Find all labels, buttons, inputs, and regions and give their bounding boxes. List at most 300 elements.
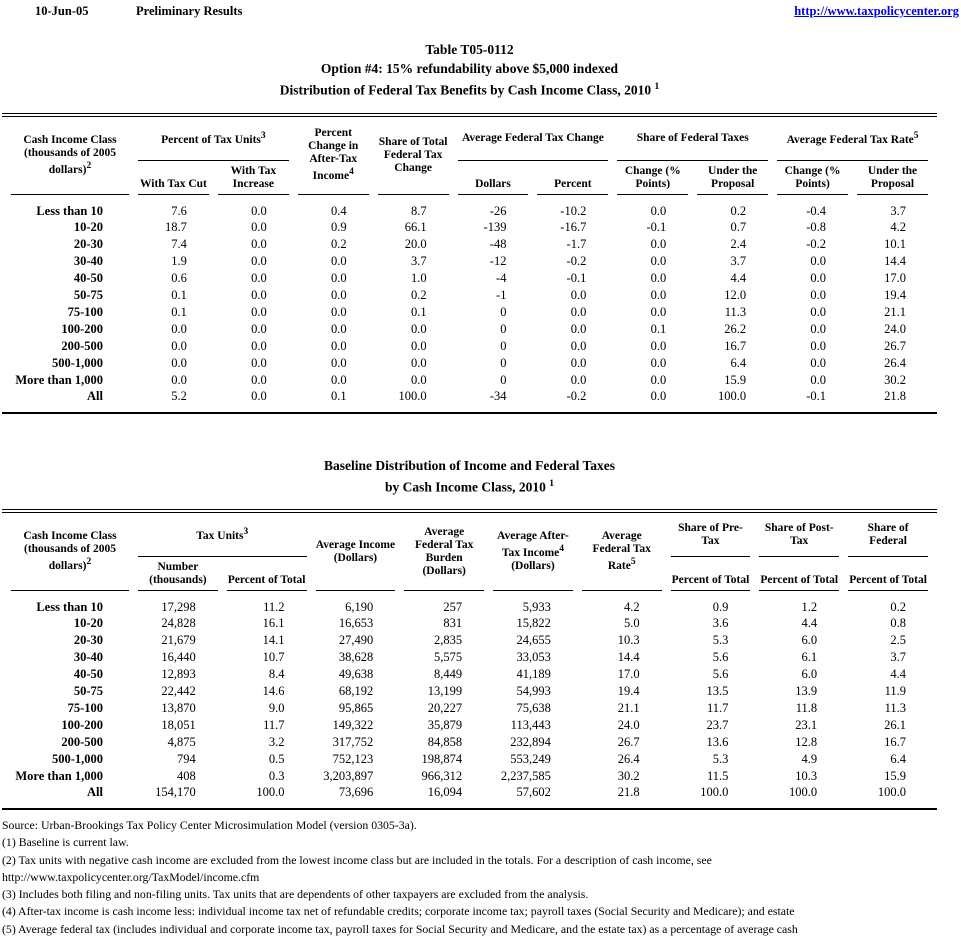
cell-value: 0.0: [171, 338, 187, 353]
col-header-with-tax-cut: With Tax Cut: [138, 161, 209, 195]
row-label: 100-200: [61, 321, 103, 336]
cell-value: 57,602: [516, 785, 551, 799]
cell-value: 54,993: [516, 684, 551, 698]
cell-value: 20,227: [427, 701, 463, 715]
cell-value: 95,865: [338, 701, 374, 715]
cell-value: 5,933: [522, 600, 551, 614]
benefits-table-header: [11, 117, 928, 195]
col-header-share-of-total-federal-tax-change: Share of Total Federal Tax Change: [378, 117, 449, 195]
row-label: 30-40: [73, 253, 103, 268]
cell-value: 0.0: [650, 355, 667, 370]
baseline-title: Baseline Distribution of Income and Federal Taxes: [323, 457, 615, 473]
cell-value: 41,189: [516, 667, 551, 681]
row-label: More than 1,000: [15, 372, 103, 387]
col-group-share-of-federal-taxes: Share of Federal Taxes: [617, 117, 768, 161]
cell-value: 21.1: [617, 701, 640, 715]
col-header-rate-change-points: Change (% Points): [777, 161, 848, 195]
cell-value: 16,440: [161, 650, 196, 664]
cell-value: 0.0: [410, 338, 427, 353]
cell-value: 33,053: [516, 650, 551, 664]
cell-value: 0.2: [890, 600, 906, 614]
cell-value: 3.7: [890, 650, 906, 664]
cell-value: 21,679: [161, 633, 196, 647]
cell-value: 4.4: [801, 616, 818, 630]
cell-value: 1.2: [801, 600, 818, 614]
cell-value: 3.7: [730, 253, 747, 268]
cell-value: 17.0: [617, 667, 640, 681]
cell-value: 100.0: [789, 785, 818, 799]
cell-value: 26.7: [884, 338, 906, 353]
cell-value: 5.0: [623, 616, 640, 630]
cell-value: 7.4: [171, 236, 187, 251]
table-row: [11, 717, 928, 734]
table-row: [11, 304, 928, 321]
cell-value: 26.1: [884, 718, 906, 732]
cell-value: 5.3: [712, 752, 729, 766]
row-label: 50-75: [73, 684, 103, 698]
baseline-table-body: [11, 591, 928, 808]
cell-value: 0.0: [251, 203, 267, 218]
table-row: [11, 768, 928, 785]
table-row: [11, 236, 928, 253]
row-label: 75-100: [67, 701, 103, 715]
cell-value: 0.3: [268, 769, 285, 783]
col-header-average-after-tax-income: Average After-Tax Income$^4$ (Dollars): [493, 513, 573, 591]
cell-value: 0: [500, 355, 507, 370]
cell-value: 0.0: [650, 236, 667, 251]
cell-value: 6.4: [890, 752, 906, 766]
cell-value: 19.4: [617, 684, 640, 698]
cell-value: 21.8: [884, 388, 906, 403]
cell-value: 18,051: [161, 718, 196, 732]
cell-value: 14.6: [262, 684, 285, 698]
cell-value: 752,123: [332, 752, 374, 766]
cell-value: 14.4: [617, 650, 640, 664]
cell-value: 4.4: [730, 270, 747, 285]
cell-value: 84,858: [427, 735, 463, 749]
cell-value: 0.0: [810, 270, 827, 285]
cell-value: 11.8: [795, 701, 818, 715]
cell-value: 0.0: [650, 287, 667, 302]
cell-value: 3.7: [890, 203, 906, 218]
cell-value: 17.0: [884, 270, 906, 285]
cell-value: 0.0: [570, 321, 587, 336]
cell-value: 4.2: [623, 600, 640, 614]
table-row: [11, 355, 928, 372]
cell-value: 12,893: [161, 667, 196, 681]
cell-value: 13.9: [795, 684, 818, 698]
cell-value: 16.7: [884, 735, 906, 749]
cell-value: 0.0: [251, 338, 267, 353]
cell-value: 35,879: [427, 718, 463, 732]
footnote-1: (1) Baseline is current law.: [2, 835, 129, 850]
cell-value: 26.2: [724, 321, 747, 336]
cell-value: 5.6: [712, 667, 729, 681]
row-label: More than 1,000: [15, 769, 103, 783]
cell-value: 6,190: [345, 600, 374, 614]
cell-value: -10.2: [560, 203, 587, 218]
col-header-rate-under-proposal: Under the Proposal: [857, 161, 928, 195]
cell-value: 0.0: [251, 372, 267, 387]
table-row: [11, 734, 928, 751]
cell-value: 0.0: [810, 355, 827, 370]
col-header-number-thousands: Number (thousands): [138, 557, 218, 591]
row-label: 10-20: [73, 616, 103, 630]
table-row: [11, 195, 928, 219]
cell-value: 73,696: [338, 785, 374, 799]
cell-value: 0.0: [171, 372, 187, 387]
cell-value: 198,874: [421, 752, 463, 766]
cell-value: 0.0: [810, 372, 827, 387]
cell-value: 100.0: [700, 785, 729, 799]
cell-value: 0.0: [251, 388, 267, 403]
row-label: 50-75: [73, 287, 103, 302]
cell-value: 0.0: [570, 355, 587, 370]
cell-value: 0.6: [171, 270, 187, 285]
col-header-with-tax-increase: With Tax Increase: [218, 161, 289, 195]
cell-value: 5,575: [433, 650, 463, 664]
col-group-share-of-post-tax: Share of Post-Tax: [759, 513, 839, 557]
col-group-share-of-federal: Share of Federal: [848, 513, 928, 557]
cell-value: 0.0: [810, 338, 827, 353]
cell-value: 11.7: [706, 701, 729, 715]
row-label: 20-30: [73, 236, 103, 251]
cell-value: 14.1: [262, 633, 285, 647]
footnote-3: (3) Includes both filing and non-filing units. Tax units that are dependents of other taxpayers are excluded from the analysis.: [2, 887, 589, 902]
cell-value: 23.1: [795, 718, 818, 732]
cell-value: 5.6: [712, 650, 729, 664]
col-group-average-federal-tax-rate: Average Federal Tax Rate$^5$: [777, 117, 928, 161]
table-row: [11, 591, 928, 615]
cell-value: 6.0: [801, 633, 818, 647]
footnotes: [2, 817, 959, 938]
cell-value: 8.4: [268, 667, 285, 681]
table-row: [11, 338, 928, 355]
baseline-subtitle: by Cash Income Class, 2010 $^1$: [384, 478, 555, 494]
cell-value: -0.1: [806, 388, 827, 403]
col-header-average-federal-tax-rate: Average Federal Tax Rate$^5$: [582, 513, 662, 591]
cell-value: 0.0: [650, 203, 667, 218]
cell-value: 794: [177, 752, 196, 766]
cell-value: 408: [177, 769, 196, 783]
cell-value: 15.9: [884, 769, 906, 783]
cell-value: 0.0: [810, 321, 827, 336]
cell-value: -48: [489, 236, 507, 251]
col-header-share-change-points: Change (% Points): [617, 161, 688, 195]
cell-value: -16.7: [560, 219, 587, 234]
col-header-post-tax-percent-of-total: Percent of Total: [759, 557, 839, 591]
footnote-2-url: http://www.taxpolicycenter.org/TaxModel/income.cfm: [2, 869, 260, 884]
cell-value: 0.0: [331, 304, 347, 319]
cell-value: 100.0: [398, 388, 427, 403]
table-row: [11, 666, 928, 683]
table-row: [11, 219, 928, 236]
cell-value: 10.3: [617, 633, 640, 647]
cell-value: 0.0: [331, 287, 347, 302]
table-row: [11, 785, 928, 808]
cell-value: 0.0: [410, 372, 427, 387]
col-header-percent-of-total: Percent of Total: [227, 557, 307, 591]
cell-value: 26.4: [617, 752, 640, 766]
cell-value: 38,628: [338, 650, 374, 664]
row-label: 30-40: [73, 650, 103, 664]
footnote-4: (4) After-tax income is cash income less: individual income tax net of refundable credits; corporate income tax; payroll taxes (Social Security and Medicare); and estate: [2, 904, 795, 919]
cell-value: 2,835: [433, 633, 463, 647]
cell-value: 0.0: [810, 304, 827, 319]
cell-value: 966,312: [421, 769, 463, 783]
cell-value: 19.4: [884, 287, 906, 302]
cell-value: 12.0: [724, 287, 747, 302]
cell-value: 0.0: [251, 287, 267, 302]
status-label: Preliminary Results: [136, 4, 243, 18]
col-header-cash-income-class: Cash Income Class (thousands of 2005 dollars)$^2$: [11, 117, 129, 195]
col-header-pre-tax-percent-of-total: Percent of Total: [671, 557, 751, 591]
cell-value: 0.0: [251, 253, 267, 268]
cell-value: 24.0: [884, 321, 906, 336]
cell-value: 3,203,897: [323, 769, 374, 783]
cell-value: 3.7: [410, 253, 427, 268]
cell-value: 7.6: [171, 203, 187, 218]
table-number-title: Table T05-0112: [425, 42, 514, 57]
cell-value: 232,894: [510, 735, 551, 749]
cell-value: 0.0: [331, 355, 347, 370]
cell-value: 11.7: [263, 718, 285, 732]
cell-value: 8,449: [433, 667, 463, 681]
cell-value: 149,322: [332, 718, 374, 732]
cell-value: 0: [500, 321, 507, 336]
cell-value: 0.2: [331, 236, 347, 251]
cell-value: 1.9: [171, 253, 187, 268]
cell-value: 0.0: [570, 287, 587, 302]
table-row: [11, 270, 928, 287]
col-header-percent: Percent: [537, 161, 608, 195]
row-label: 10-20: [73, 219, 103, 234]
baseline-table: [2, 509, 937, 810]
cell-value: 15.9: [724, 372, 747, 387]
cell-value: 66.1: [404, 219, 427, 234]
row-label: 500-1,000: [51, 355, 103, 370]
cell-value: 0.2: [410, 287, 427, 302]
cell-value: 16.7: [724, 338, 747, 353]
col-header-federal-percent-of-total: Percent of Total: [848, 557, 928, 591]
cell-value: -0.2: [566, 388, 587, 403]
cell-value: 11.5: [706, 769, 729, 783]
baseline-table-header: [11, 513, 928, 591]
cell-value: 0.0: [251, 321, 267, 336]
cell-value: 0.1: [331, 388, 347, 403]
table-row: [11, 372, 928, 389]
benefits-table-body: [11, 195, 928, 412]
col-header-dollars: Dollars: [458, 161, 529, 195]
col-header-percent-change-after-tax-income: Percent Change in After-Tax Income$^4$: [298, 117, 369, 195]
cell-value: 1.0: [410, 270, 427, 285]
cell-value: 831: [443, 616, 463, 630]
cell-value: 0.9: [331, 219, 347, 234]
cell-value: 6.0: [801, 667, 818, 681]
cell-value: -0.2: [566, 253, 587, 268]
cell-value: 15,822: [516, 616, 551, 630]
cell-value: -0.8: [806, 219, 827, 234]
cell-value: 6.1: [801, 650, 818, 664]
cell-value: 24.0: [617, 718, 640, 732]
cell-value: 16.1: [262, 616, 285, 630]
cell-value: -139: [483, 219, 507, 234]
cell-value: 0.0: [570, 372, 587, 387]
cell-value: 0.0: [650, 388, 667, 403]
cell-value: 100.0: [256, 785, 285, 799]
cell-value: 0.1: [650, 321, 667, 336]
cell-value: 2.4: [730, 236, 747, 251]
cell-value: 21.1: [884, 304, 906, 319]
table-row: [11, 700, 928, 717]
cell-value: 3.2: [268, 735, 285, 749]
cell-value: 75,638: [516, 701, 551, 715]
cell-value: 0.0: [251, 304, 267, 319]
cell-value: 0.2: [730, 203, 747, 218]
cell-value: 0.0: [251, 219, 267, 234]
cell-value: 100.0: [718, 388, 747, 403]
cell-value: 0.7: [730, 219, 747, 234]
cell-value: 9.0: [268, 701, 285, 715]
cell-value: 4.9: [801, 752, 818, 766]
table-row: [11, 615, 928, 632]
cell-value: 0: [500, 338, 507, 353]
cell-value: 2,237,585: [500, 769, 551, 783]
cell-value: 13.5: [706, 684, 729, 698]
option-subtitle: Option #4: 15% refundability above $5,000 indexed: [320, 61, 619, 76]
report-date: 10-Jun-05: [35, 4, 89, 18]
cell-value: 0.1: [410, 304, 427, 319]
cell-value: -12: [489, 253, 507, 268]
table-row: [11, 253, 928, 270]
cell-value: 49,638: [338, 667, 374, 681]
footnote-5: (5) Average federal tax (includes individual and corporate income tax, payroll taxes for Social Security and Medicare, and the estate tax) as a percentage of average cash: [2, 921, 798, 936]
cell-value: 0: [500, 304, 507, 319]
cell-value: 0.0: [810, 253, 827, 268]
table-row: [11, 389, 928, 412]
cell-value: 154,170: [155, 785, 196, 799]
cell-value: 0.9: [712, 600, 729, 614]
cell-value: 10.1: [884, 236, 906, 251]
cell-value: 0.0: [570, 304, 587, 319]
row-label: Less than 10: [36, 203, 103, 218]
col-header-share-under-proposal: Under the Proposal: [697, 161, 768, 195]
cell-value: 0.0: [331, 321, 347, 336]
row-label: All: [87, 388, 103, 403]
cell-value: 24,655: [516, 633, 551, 647]
row-label: 20-30: [73, 633, 103, 647]
cell-value: 0.0: [331, 338, 347, 353]
cell-value: 0.5: [268, 752, 285, 766]
cell-value: 0: [500, 372, 507, 387]
col-group-average-federal-tax-change: Average Federal Tax Change: [458, 117, 609, 161]
cell-value: 0.0: [251, 270, 267, 285]
cell-value: 11.2: [263, 600, 285, 614]
footnote-2: (2) Tax units with negative cash income are excluded from the lowest income class but are included in the totals. For a description of cash income, see: [2, 852, 712, 867]
row-label: Less than 10: [36, 600, 103, 614]
table1-title-block: [2, 40, 937, 100]
cell-value: 100.0: [877, 785, 906, 799]
table-row: [11, 751, 928, 768]
cell-value: -0.1: [646, 219, 667, 234]
cell-value: 3.6: [712, 616, 729, 630]
col-header-average-income: Average Income (Dollars): [316, 513, 396, 591]
cell-value: 0.0: [810, 287, 827, 302]
table-row: [11, 649, 928, 666]
col-group-share-of-pre-tax: Share of Pre-Tax: [671, 513, 751, 557]
cell-value: 12.8: [795, 735, 818, 749]
taxpolicycenter-link[interactable]: http://www.taxpolicycenter.org: [794, 4, 959, 18]
distribution-subtitle: Distribution of Federal Tax Benefits by Cash Income Class, 2010 $^1$: [279, 82, 660, 98]
cell-value: 0.4: [331, 203, 347, 218]
cell-value: 11.9: [884, 684, 906, 698]
col-header-average-federal-tax-burden: Average Federal Tax Burden (Dollars): [404, 513, 484, 591]
cell-value: 0.1: [171, 304, 187, 319]
cell-value: 0.0: [650, 253, 667, 268]
cell-value: 4.4: [890, 667, 906, 681]
table-row: [11, 321, 928, 338]
row-label: 200-500: [61, 735, 103, 749]
cell-value: 20.0: [404, 236, 427, 251]
cell-value: 0.0: [251, 355, 267, 370]
row-label: 40-50: [73, 270, 103, 285]
cell-value: -1: [496, 287, 507, 302]
cell-value: 0.0: [331, 253, 347, 268]
col-group-tax-units: Tax Units$^3$: [138, 513, 307, 557]
table2-title-block: [2, 456, 937, 497]
cell-value: 317,752: [332, 735, 374, 749]
cell-value: 27,490: [338, 633, 374, 647]
cell-value: 0.0: [251, 236, 267, 251]
cell-value: 23.7: [706, 718, 729, 732]
cell-value: 0.0: [331, 372, 347, 387]
source-note: Source: Urban-Brookings Tax Policy Center Microsimulation Model (version 0305-3a).: [2, 818, 417, 832]
cell-value: 0.0: [410, 321, 427, 336]
cell-value: 14.4: [884, 253, 906, 268]
cell-value: 18.7: [165, 219, 187, 234]
col-group-percent-of-tax-units: Percent of Tax Units$^3$: [138, 117, 289, 161]
cell-value: 8.7: [410, 203, 427, 218]
cell-value: 0.0: [650, 270, 667, 285]
cell-value: 0.0: [570, 338, 587, 353]
cell-value: 16,653: [338, 616, 374, 630]
row-label: All: [87, 785, 103, 799]
cell-value: 257: [443, 600, 463, 614]
cell-value: -26: [489, 203, 507, 218]
cell-value: 0.0: [331, 270, 347, 285]
cell-value: 30.2: [884, 372, 906, 387]
page-header: [2, 4, 959, 20]
cell-value: 11.3: [884, 701, 906, 715]
table-row: [11, 287, 928, 304]
cell-value: 10.7: [262, 650, 285, 664]
cell-value: 0.1: [171, 287, 187, 302]
cell-value: 553,249: [510, 752, 551, 766]
cell-value: 6.4: [730, 355, 747, 370]
cell-value: 11.3: [724, 304, 747, 319]
cell-value: 26.7: [617, 735, 640, 749]
cell-value: 0.0: [171, 321, 187, 336]
cell-value: 17,298: [161, 600, 196, 614]
cell-value: 0.0: [650, 338, 667, 353]
cell-value: 30.2: [617, 769, 640, 783]
cell-value: 2.5: [890, 633, 906, 647]
cell-value: 0.0: [410, 355, 427, 370]
cell-value: -0.4: [806, 203, 827, 218]
cell-value: 13,870: [161, 701, 196, 715]
col-header-cash-income-class-2: Cash Income Class (thousands of 2005 dollars)$^2$: [11, 513, 129, 591]
cell-value: 4,875: [167, 735, 196, 749]
